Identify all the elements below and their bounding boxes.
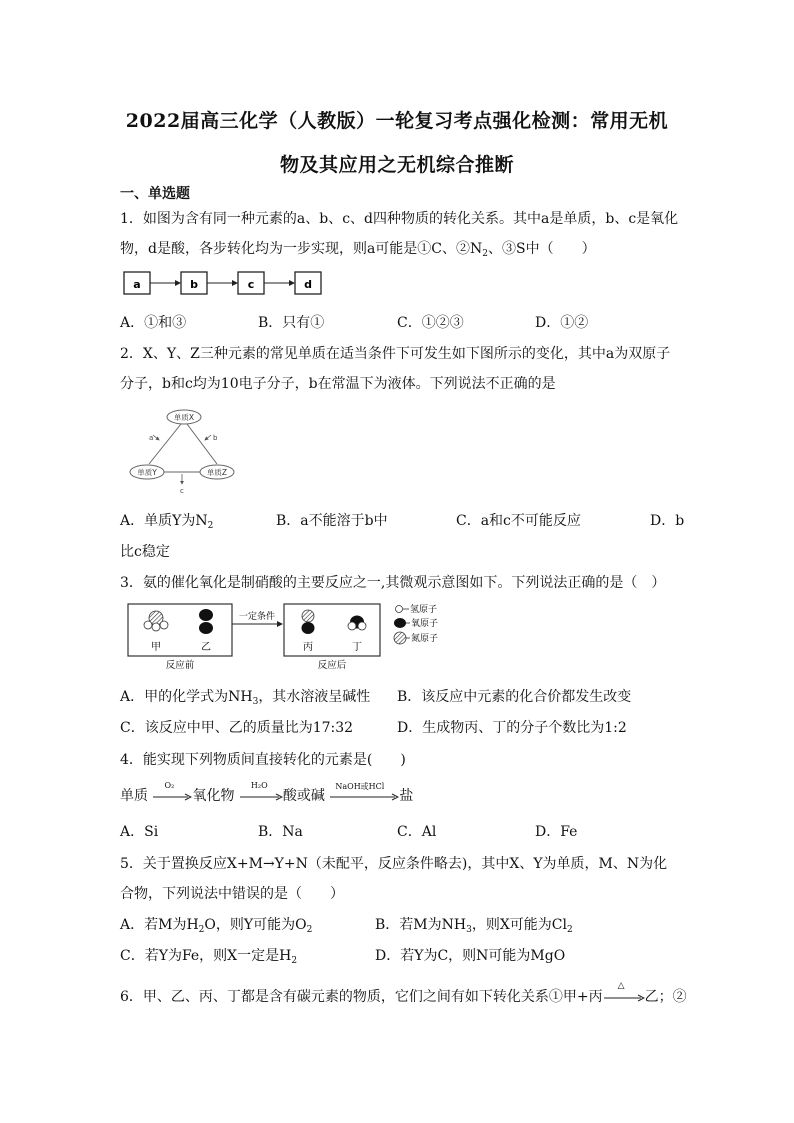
q4-option-b: B．Na: [258, 824, 303, 840]
q3-molecule-bing: [302, 610, 315, 634]
q1-box-b: [181, 272, 207, 294]
svg-text:单质Y: 单质Y: [137, 468, 157, 477]
q3-micro-diagram: [124, 600, 469, 672]
q2-option-d: D．b: [650, 513, 685, 529]
q3-molecule-yi: [199, 609, 213, 634]
svg-text:氧原子: 氧原子: [411, 619, 439, 629]
svg-text:b: b: [190, 278, 198, 291]
q5-stem-line1: 5．关于置换反应X+M→Y+N（未配平，反应条件略去)，其中X、Y为单质，M、N为化: [120, 856, 668, 872]
q4-arrow-naoh-hcl: NaOH或HCl: [329, 789, 399, 803]
svg-text:乙: 乙: [201, 642, 211, 653]
q1-stem-line1: 1．如图为含有同一种元素的a、b、c、d四种物质的转化关系。其中a是单质，b、c是氧化: [120, 211, 679, 227]
svg-text:反应后: 反应后: [317, 660, 347, 671]
q2-stem-line1: 2．X、Y、Z三种元素的常见单质在适当条件下可发生如下图所示的变化，其中a为双原子: [120, 346, 671, 362]
q6-heat-arrow: △: [603, 990, 645, 1004]
q1-option-a: A．①和③: [120, 315, 187, 331]
svg-text:丁: 丁: [352, 642, 362, 653]
svg-text:氮原子: 氮原子: [411, 634, 439, 644]
q2-option-a: A．单质Y为$N_2$: [120, 513, 214, 531]
q1-box-a: [124, 272, 150, 294]
svg-text:d: d: [304, 278, 312, 291]
q4-arrow-h2o: H₂O: [239, 789, 283, 803]
q1-box-d: [295, 272, 321, 294]
q5-option-b: B．若M为$NH_3$，则X可能为$Cl_2$: [375, 917, 573, 935]
svg-text:一定条件: 一定条件: [238, 612, 276, 622]
q3-option-c: C．该反应中甲、乙的质量比为17:32: [120, 720, 354, 736]
q3-stem-line1: 3．氨的催化氧化是制硝酸的主要反应之一,其微观示意图如下。下列说法正确的是（ ）: [120, 575, 666, 591]
q3-before-box: [128, 604, 232, 656]
q4-option-a: A．Si: [120, 824, 159, 840]
q4-stem-line1: 4．能实现下列物质间直接转化的元素是( ): [120, 752, 406, 768]
svg-text:a: a: [133, 278, 141, 291]
q3-option-d: D．生成物丙、丁的分子个数比为1:2: [397, 720, 627, 736]
q2-edge-xz: [187, 424, 217, 464]
svg-text:甲: 甲: [151, 642, 161, 653]
svg-text:反应前: 反应前: [165, 660, 195, 671]
q3-legend: [394, 603, 438, 644]
q1-flow-diagram: [120, 268, 330, 300]
q4-option-c: C．Al: [397, 824, 437, 840]
q5-option-a: A．若M为$H_2O$，则Y可能为$O_2$: [120, 917, 313, 935]
q2-stem-line2: 分子，b和c均为10电子分子，b在常温下为液体。下列说法不正确的是: [120, 376, 556, 392]
q2-option-d-continued: 比c稳定: [120, 544, 170, 560]
q3-molecule-ding: [348, 616, 366, 631]
svg-text:单质Z: 单质Z: [206, 468, 228, 477]
q4-arrow-o2: O₂: [152, 789, 192, 803]
q2-option-b: B．a不能溶于b中: [276, 513, 388, 529]
q1-option-b: B．只有①: [258, 315, 325, 331]
svg-text:b: b: [213, 434, 218, 442]
q1-option-c: C．①②③: [397, 315, 464, 331]
q5-option-c: C．若Y为Fe，则X一定是$H_2$: [120, 948, 298, 966]
document-title-line1: 2022届高三化学（人教版）一轮复习考点强化检测：常用无机: [125, 110, 669, 132]
q3-option-b: B．该反应中元素的化合价都发生改变: [397, 689, 632, 705]
q5-option-d: D．若Y为C，则N可能为MgO: [375, 948, 566, 964]
q4-option-d: D．Fe: [535, 824, 578, 840]
q1-option-d: D．①②: [535, 315, 589, 331]
q2-triangle-diagram: [125, 404, 240, 496]
svg-text:c: c: [180, 487, 184, 495]
q1-stem-line2: 物，d是酸，各步转化均为一步实现，则a可能是①C、$②N_2$、③S中（ ）: [120, 241, 596, 259]
svg-text:丙: 丙: [303, 642, 313, 653]
q4-conversion-chain: 单质 O₂ 氧化物 H₂O 酸或碱 NaOH或HCl 盐: [120, 781, 414, 804]
svg-text:c: c: [247, 278, 255, 291]
q6-stem-line1: 6．甲、乙、丙、丁都是含有碳元素的物质，它们之间有如下转化关系①甲+丙 △ 乙；②: [120, 981, 687, 1005]
q3-option-a: A．甲的化学式为$NH_3$，其水溶液呈碱性: [120, 689, 371, 707]
q1-box-c: [238, 272, 264, 294]
svg-text:氢原子: 氢原子: [410, 605, 438, 615]
svg-text:单质X: 单质X: [173, 413, 195, 422]
q3-after-box: [284, 604, 380, 656]
q3-molecule-jia: [144, 611, 168, 631]
q5-stem-line2: 合物，下列说法中错误的是（ ）: [120, 886, 344, 902]
q2-edge-xy: [149, 424, 181, 464]
section-heading: 一、单选题: [120, 186, 190, 202]
svg-text:a: a: [149, 434, 154, 442]
document-title-line2: 物及其应用之无机综合推断: [279, 154, 514, 176]
q2-option-c: C．a和c不可能反应: [456, 513, 581, 529]
